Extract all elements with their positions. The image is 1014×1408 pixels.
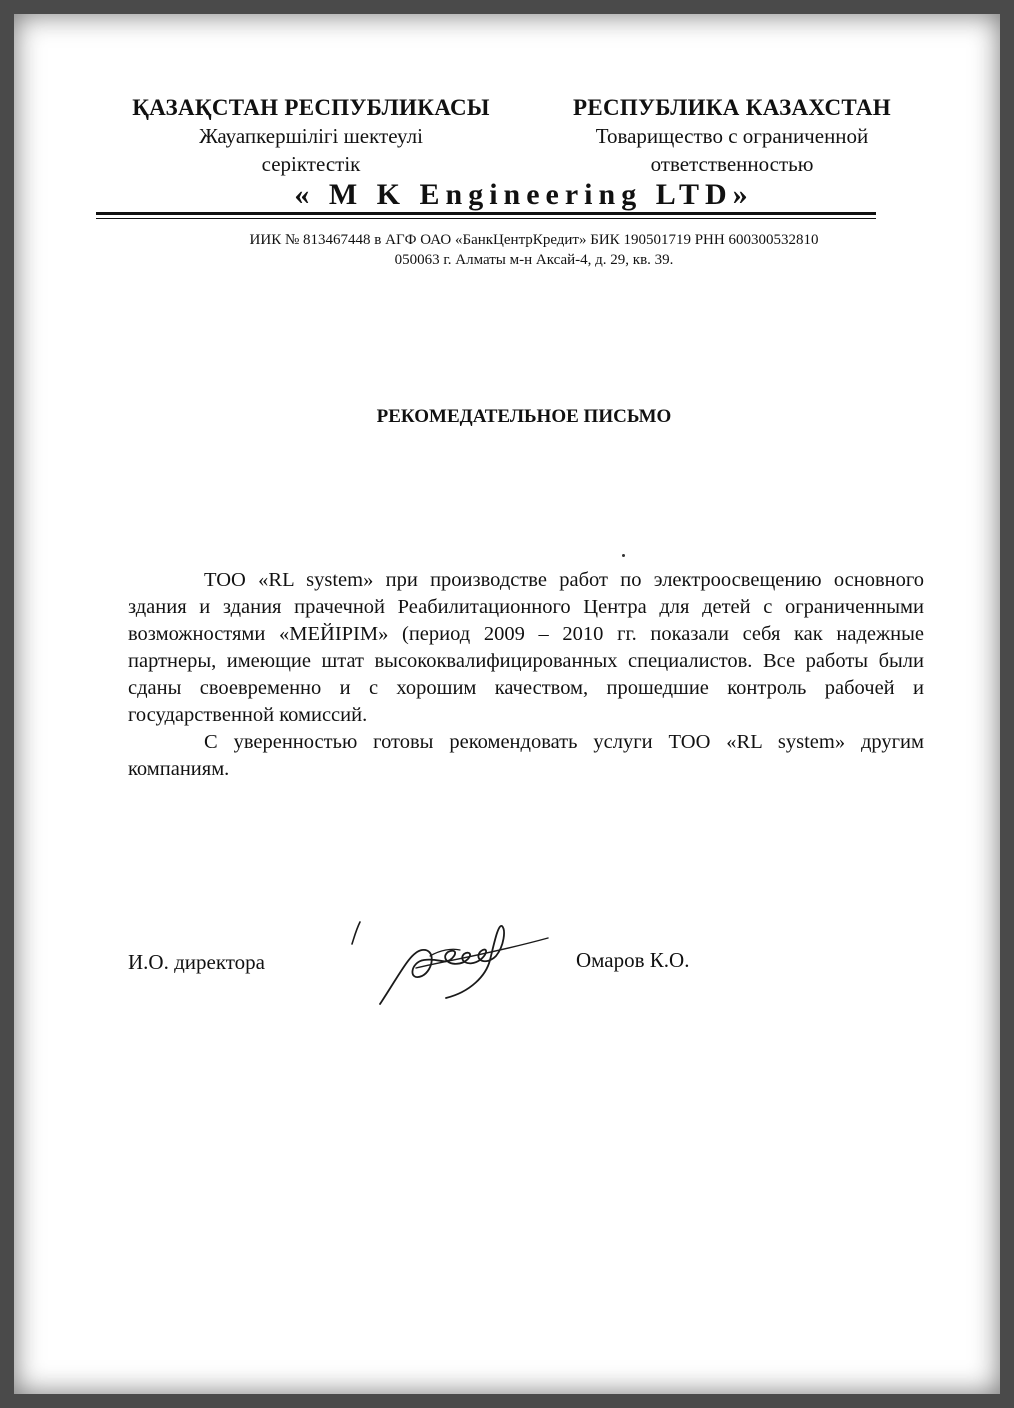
bank-details [184, 230, 884, 270]
signatory-role: И.О. директора [128, 950, 265, 974]
header-right-line1: Товарищество с ограниченной [595, 124, 869, 148]
body-paragraph-2: С уверенностью готовы рекомендовать услуги ТОО «RL system» другим компаниям. [128, 731, 924, 780]
header-right-line2: ответственностью [650, 152, 814, 176]
header-left [106, 94, 516, 178]
body-paragraph-1: ТОО «RL system» при производстве работ по электроосвещению основного здания и здания прачечной Реабилитационного Центра для детей с ограниченными возможностями «МЕЙIРIМ» (период 2009 – 2010 гг. показали себя как надежные партнеры, имеющие штат высококвалифицированных специалистов. Все работы были сданы своевременно и с хорошим качеством, прошедшие контроль рабочей и государственной комиссий. [128, 569, 924, 726]
handwritten-signature [340, 904, 570, 1014]
stray-mark [622, 554, 625, 557]
header-left-country: ҚАЗАҚСТАН РЕСПУБЛИКАСЫ [132, 95, 490, 120]
letter-page [14, 14, 1000, 1394]
letter-title: РЕКОМЕДАТЕЛЬНОЕ ПИСЬМО [376, 406, 672, 427]
header-divider-thick [96, 212, 876, 215]
header-left-line2: серіктестік [261, 152, 361, 176]
company-name: « M K Engineering LTD» [294, 178, 754, 211]
address-line: 050063 г. Алматы м-н Аксай-4, д. 29, кв. 39. [394, 252, 674, 268]
header-right-country: РЕСПУБЛИКА КАЗАХСТАН [573, 95, 891, 120]
header-divider-thin [96, 218, 876, 219]
letter-body [128, 567, 924, 783]
bank-line: ИИК № 813467448 в АГФ ОАО «БанкЦентрКредит» БИК 190501719 РНН 600300532810 [249, 232, 819, 248]
header-left-line1: Жауапкершілігі шектеулі [199, 124, 423, 148]
signatory-name: Омаров К.О. [576, 948, 690, 972]
header-right [542, 94, 922, 178]
